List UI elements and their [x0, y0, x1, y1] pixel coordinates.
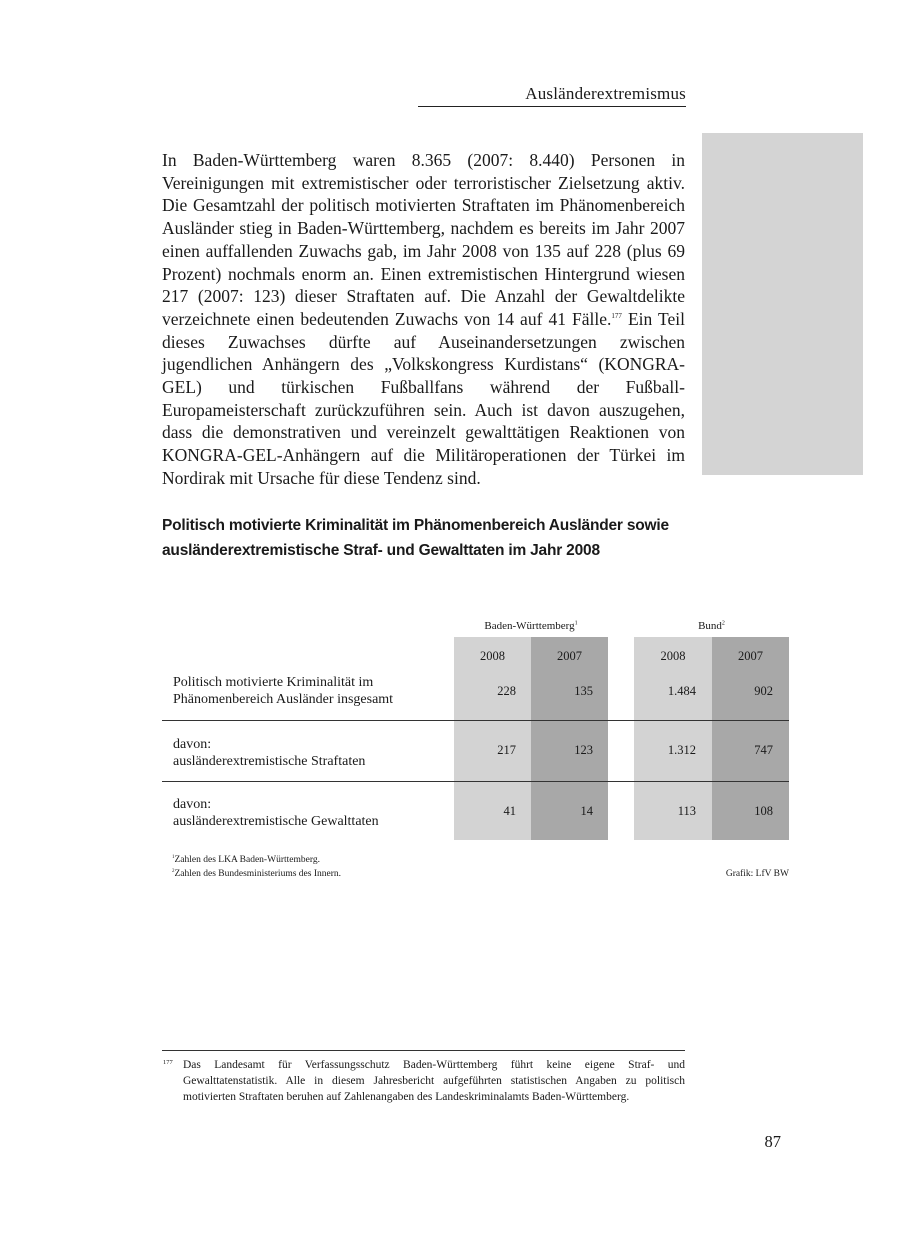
table-cell: 747 [754, 743, 773, 757]
figure-title [162, 513, 722, 563]
table-cell: 228 [497, 684, 516, 698]
table-cell: 108 [754, 804, 773, 818]
header-rule [418, 106, 686, 107]
footnote-text: Das Landesamt für Verfassungsschutz Baden-Württemberg führt keine eigene Straf- und Gewalttatenstatistik. Alle in diesem Jahresbericht aufgeführten statistischen Angaben zu politisch motivierten Straftaten beruhen auf Zahlenangaben des Landeskriminalamts Baden-Württemberg. [183, 1059, 685, 1103]
year-header: 2007 [557, 649, 582, 663]
running-header: Ausländerextremismus [525, 84, 686, 103]
group-header-baden-wuerttemberg: Baden-Württemberg$^1$ [484, 620, 578, 632]
table-cell: 1.484 [667, 684, 696, 698]
figure-note: $^2$Zahlen des Bundesministeriums des Innern. [172, 868, 341, 879]
year-header: 2008 [480, 649, 505, 663]
row-separator [162, 720, 789, 721]
figure-title-line1: Politisch motivierte Kriminalität im Phänomenbereich Ausländer sowie [162, 517, 669, 534]
year-header: 2008 [660, 649, 686, 663]
row-label-straftaten: davon: ausländerextremistische Straftaten [173, 737, 366, 769]
table-cell: 217 [497, 743, 516, 757]
page-number: 87 [764, 1132, 781, 1151]
footnote-number: 177 [163, 1059, 173, 1066]
body-paragraph [162, 149, 685, 490]
table-cell: 14 [580, 804, 593, 818]
footnote-rule [162, 1050, 685, 1051]
body-text-part1: In Baden-Württemberg waren 8.365 (2007: 8.440) Personen in Vereinigungen mit extremistischer oder terroristischer Zielsetzung aktiv. Die Gesamtzahl der politisch motivierten Straftaten im Phänomenbereich Ausländer stieg in Baden-Württemberg, nachdem es bereits im Jahr 2007 einen auffallenden Zuwachs gab, im Jahr 2008 von 135 auf 228 (plus 69 Prozent) nochmals enorm an. Einen extremistischen Hintergrund wiesen 217 (2007: 123) dieser Straftaten auf. Die Anzahl der Gewaltdelikte verzeichnete einen bedeutenden Zuwachs von 14 auf 41 Fälle. [162, 150, 685, 329]
figure-note: $^1$Zahlen des LKA Baden-Württemberg. [172, 854, 320, 865]
table-cell: 113 [677, 804, 696, 818]
row-label-total: Politisch motivierte Kriminalität im Phänomenbereich Ausländer insgesamt [173, 675, 394, 707]
table-cell: 41 [503, 804, 516, 818]
figure-credit: Grafik: LfV BW [725, 869, 789, 879]
group-header-bund: Bund$^2$ [698, 620, 725, 632]
group-note-mark: 1 [574, 620, 578, 627]
footnote-reference[interactable]: 177 [611, 312, 622, 321]
row-label-gewalttaten: davon: ausländerextremistische Gewalttaten [173, 797, 379, 829]
margin-box [702, 133, 863, 475]
year-header: 2007 [738, 649, 763, 663]
table-cell: 902 [754, 684, 773, 698]
table-cell: 1.312 [667, 743, 696, 757]
table-cell: 123 [574, 743, 593, 757]
figure-title-line2: ausländerextremistische Straf- und Gewalttaten im Jahr 2008 [162, 542, 600, 559]
body-text-part2: Ein Teil dieses Zuwachses dürfte auf Auseinandersetzungen zwischen jugendlichen Anhängern des „Volkskongress Kurdistans“ (KONGRA-GEL) und türkischen Fußballfans während der Fußball-Europameisterschaft zurückzuführen sein. Auch ist davon auszugehen, dass die demonstrativen und vereinzelt gewalttätigen Reaktionen von KONGRA-GEL-Anhängern auf die Militäroperationen der Türkei im Nordirak mit Ursache für diese Tendenz sind. [162, 308, 685, 488]
table-cell: 135 [574, 684, 593, 698]
group-note-mark: 2 [721, 620, 725, 627]
row-separator [162, 781, 789, 782]
